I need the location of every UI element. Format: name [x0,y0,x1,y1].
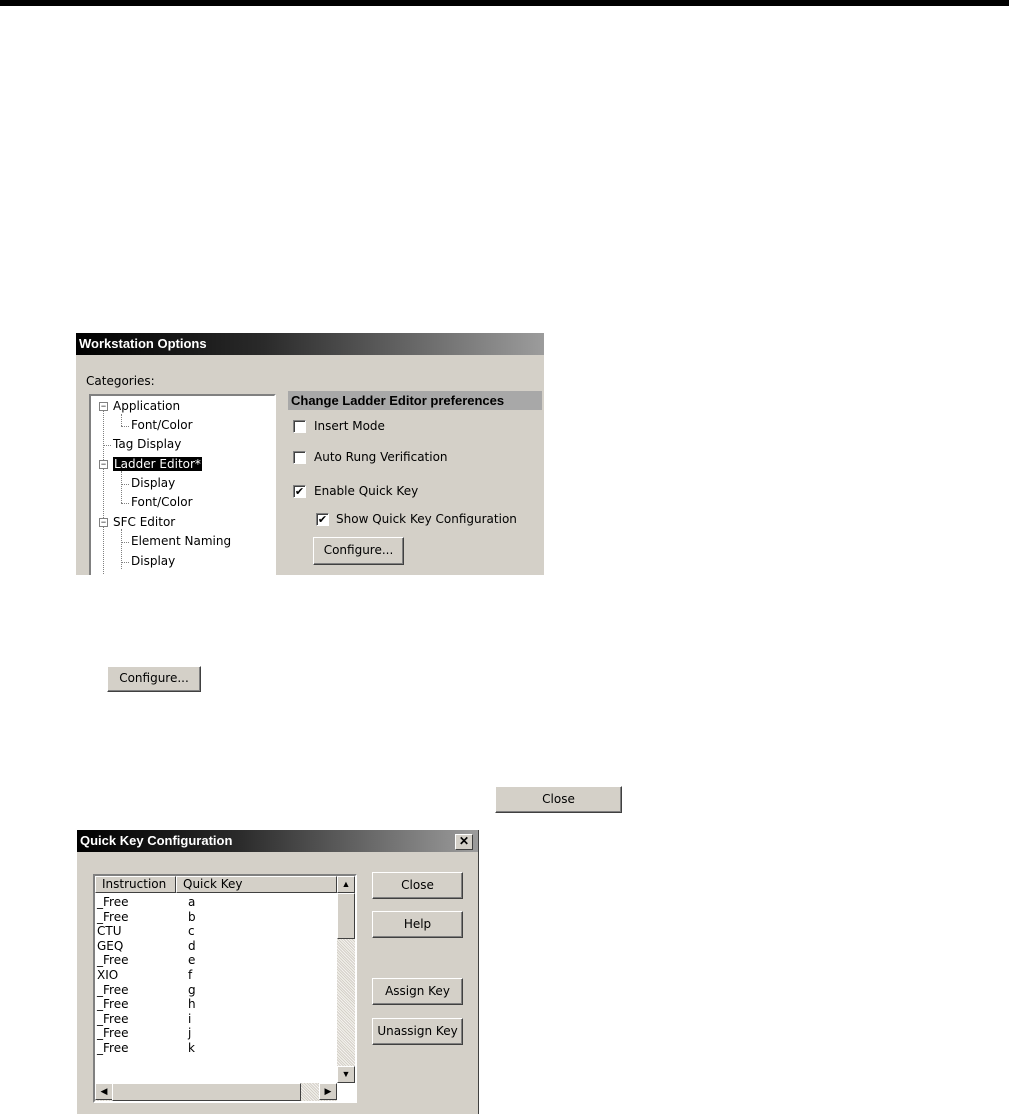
quick-key-cell: k [188,1041,195,1055]
insert-mode-checkbox[interactable] [293,420,306,433]
assign-key-button[interactable]: Assign Key [372,978,463,1005]
scroll-thumb[interactable] [337,893,355,939]
quick-key-list[interactable] [93,874,357,1103]
tree-line [121,414,122,426]
scroll-up-arrow-icon[interactable]: ▲ [337,876,355,893]
instruction-cell: _Free [97,997,129,1012]
table-row[interactable] [97,1012,337,1026]
collapse-icon[interactable]: − [100,459,107,469]
insert-mode-label: Insert Mode [314,419,385,433]
configure-button[interactable]: Configure... [313,537,404,565]
scroll-left-arrow-icon[interactable]: ◀ [95,1083,113,1100]
instruction-cell: XIO [97,968,119,982]
table-row[interactable] [97,910,337,924]
close-icon[interactable]: ✕ [455,834,473,850]
categories-label: Categories: [86,374,155,388]
instruction-cell: _Free [97,909,129,924]
quick-key-configuration-dialog [76,830,479,1114]
quick-key-cell: g [188,982,196,997]
show-quick-key-config-checkbox[interactable]: ✔ [317,513,328,526]
auto-rung-verification-checkbox[interactable] [293,451,306,464]
quick-key-cell: f [188,968,193,982]
tree-item-ladder-editor[interactable]: Ladder Editor* [114,457,201,471]
instruction-cell: _Free [97,1011,129,1026]
configure-button-standalone[interactable]: Configure... [107,666,201,692]
unassign-key-button[interactable]: Unassign Key [372,1018,463,1045]
column-header-quick-key[interactable]: Quick Key [176,876,337,893]
tree-line [103,445,111,446]
tree-line [103,410,104,575]
tree-line [121,484,129,485]
scroll-thumb-horizontal[interactable] [112,1083,301,1101]
tree-line [121,471,122,503]
tree-line [121,562,129,563]
table-row[interactable] [97,895,337,909]
quick-key-cell: b [188,909,196,924]
table-row[interactable] [97,983,337,997]
tree-line [121,426,129,427]
quick-key-cell: h [188,997,196,1012]
table-row[interactable] [97,997,337,1011]
quick-key-cell: j [188,1026,192,1041]
tree-item-application[interactable]: Application [113,399,181,413]
quick-key-cell: d [188,938,196,953]
table-row[interactable] [97,924,337,938]
table-row[interactable] [97,939,337,953]
table-row[interactable] [97,1026,337,1040]
horizontal-scrollbar[interactable] [95,1083,337,1101]
instruction-cell: CTU [97,924,122,939]
close-button[interactable]: Close [372,872,463,899]
quick-key-cell: a [188,895,196,909]
tree-item-ladder-font-color[interactable]: Font/Color [131,495,193,509]
tree-line [121,503,129,504]
preferences-header: Change Ladder Editor preferences [288,391,542,410]
enable-quick-key-checkbox[interactable]: ✔ [294,485,305,498]
instruction-cell: GEQ [97,938,124,953]
instruction-cell: _Free [97,895,129,909]
show-quick-key-config-label: Show Quick Key Configuration [336,512,517,526]
tree-item-tag-display[interactable]: Tag Display [113,437,182,451]
quick-key-cell: i [188,1011,192,1026]
tree-item-element-naming[interactable]: Element Naming [131,534,232,548]
table-row[interactable] [97,953,337,967]
column-header-instruction[interactable]: Instruction [95,876,176,893]
tree-line [121,529,122,569]
auto-rung-verification-label: Auto Rung Verification [314,450,448,464]
close-button-standalone[interactable]: Close [495,786,622,813]
instruction-cell: _Free [97,953,129,968]
collapse-icon[interactable]: − [100,401,107,411]
enable-quick-key-label: Enable Quick Key [314,484,419,498]
table-row[interactable] [97,1041,337,1055]
workstation-options-dialog [75,333,544,575]
quick-key-cell: c [188,924,195,939]
instruction-cell: _Free [97,1041,129,1055]
tree-item-sfc-editor[interactable]: SFC Editor [113,515,176,529]
categories-tree[interactable] [89,394,276,575]
vertical-scrollbar[interactable] [337,876,355,1083]
instruction-cell: _Free [97,982,129,997]
collapse-icon[interactable]: − [100,517,107,527]
scroll-down-arrow-icon[interactable]: ▼ [337,1066,355,1083]
top-rule [0,0,1009,6]
tree-line [121,542,129,543]
table-row[interactable] [97,968,337,982]
scroll-right-arrow-icon[interactable]: ▶ [319,1083,337,1100]
dialog-title: Quick Key Configuration [77,830,478,852]
dialog-title: Workstation Options [76,333,544,355]
help-button[interactable]: Help [372,911,463,938]
tree-item-sfc-display[interactable]: Display [131,554,176,568]
instruction-cell: _Free [97,1026,129,1041]
quick-key-cell: e [188,953,196,968]
tree-item-application-font-color[interactable]: Font/Color [131,418,193,432]
tree-item-ladder-display[interactable]: Display [131,476,176,490]
